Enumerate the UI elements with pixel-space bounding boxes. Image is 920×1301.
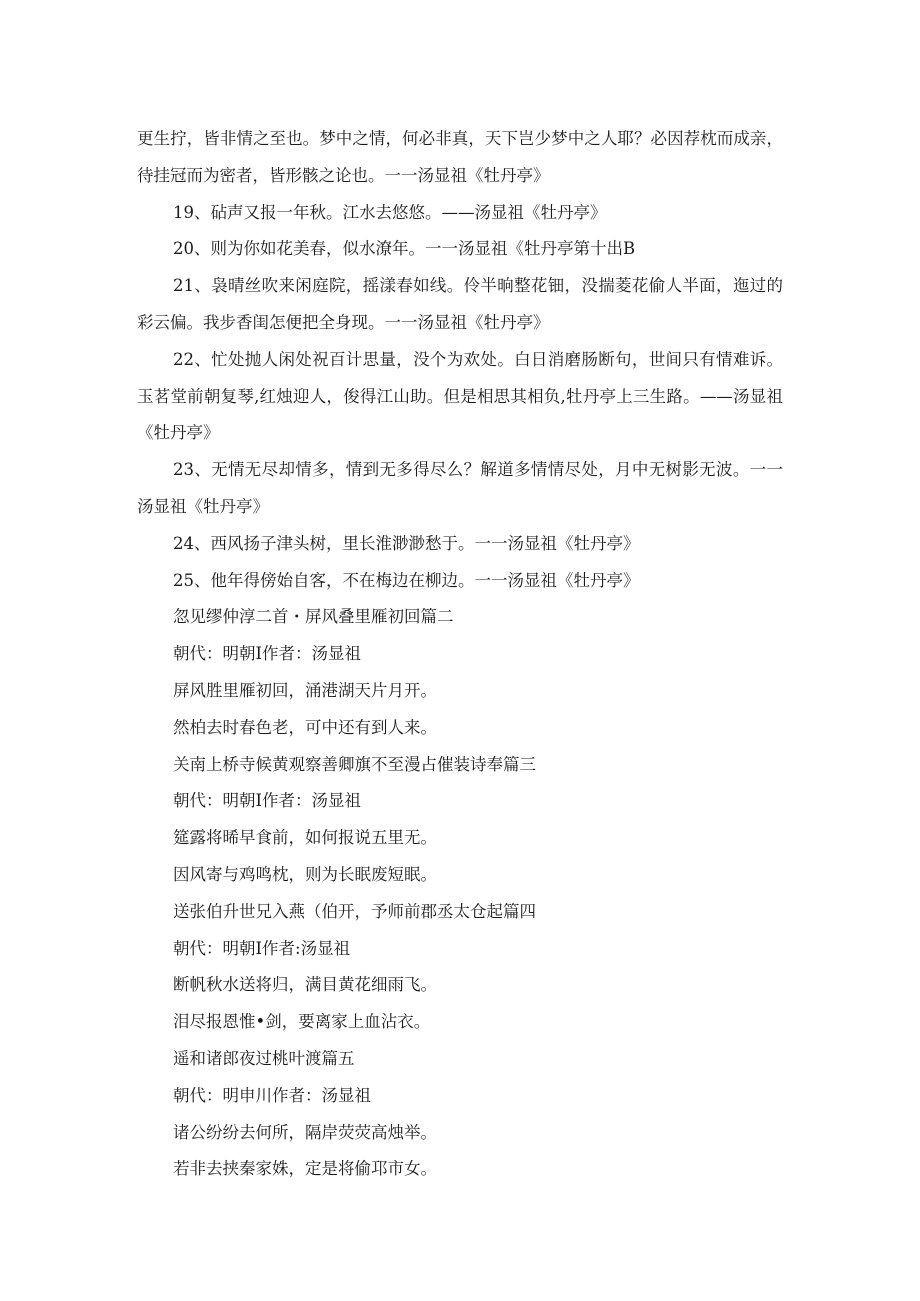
quote-25: 25、他年得傍始自客，不在梅边在柳边。一一汤显祖《牡丹亭》 bbox=[173, 570, 640, 590]
quote-20: 20、则为你如花美春，似水潦年。一一汤显祖《牡丹亭第十出B bbox=[173, 239, 636, 259]
poem-line: 筵露将晞早食前，如何报说五里无。 bbox=[173, 828, 437, 848]
poem-title-3: 关南上桥寺候黄观察善卿旗不至漫占催装诗奉篇三 bbox=[173, 754, 536, 774]
poem-line: 然柏去时春色老，可中还有到人来。 bbox=[173, 717, 437, 737]
quote-23: 23、无情无尽却情多，情到无多得尽么？解道多情情尽处，月中无树影无波。一一汤显祖《牡丹亭》 bbox=[137, 460, 783, 516]
document-body bbox=[137, 121, 783, 1188]
paragraph-intro: 更生拧，皆非情之至也。梦中之情，何必非真，天下岂少梦中之人耶？必因荐枕而成亲，待挂冠而为密者，皆形骸之论也。一一汤显祖《牡丹亭》 bbox=[137, 129, 783, 185]
quote-21: 21、袅晴丝吹来闲庭院，摇漾春如线。伶半晌整花钿，没揣菱花偷人半面，迤过的彩云偏。我步香闺怎便把全身现。一一汤显祖《牡丹亭》 bbox=[137, 276, 783, 332]
quote-24: 24、西风扬子津头树，里长淮渺渺愁于。一一汤显祖《牡丹亭》 bbox=[173, 533, 640, 553]
poem-line: 若非去挟秦家姝，定是将偷邛市女。 bbox=[173, 1159, 437, 1179]
poem-author-2: 朝代：明朝I作者：汤显祖 bbox=[173, 644, 362, 664]
poem-line: 诸公纷纷去何所，隔岸荧荧高烛举。 bbox=[173, 1122, 437, 1142]
quote-19: 19、砧声又报一年秋。江水去悠悠。——汤显祖《牡丹亭》 bbox=[173, 202, 607, 222]
poem-line: 因风寄与鸡鸣枕，则为长眠废短眠。 bbox=[173, 864, 437, 884]
poem-line: 泪尽报恩惟•剑，要离家上血沾衣。 bbox=[173, 1012, 431, 1032]
poem-title-2: 忽见缪仲淳二首・屏风叠里雁初回篇二 bbox=[173, 607, 454, 627]
poem-author-5: 朝代：明申川作者：汤显祖 bbox=[173, 1085, 371, 1105]
poem-line: 屏风胜里雁初回，涌港湖天片月开。 bbox=[173, 680, 437, 700]
poem-author-4: 朝代：明朝I作者:汤显祖 bbox=[173, 938, 351, 958]
poem-author-3: 朝代：明朝I作者：汤显祖 bbox=[173, 791, 362, 811]
quote-22: 22、忙处抛人闲处祝百计思量，没个为欢处。白日消磨肠断句，世间只有情难诉。玉茗堂前朝复琴,红烛迎人，俊得江山助。但是相思其相负,牡丹亭上三生路。——汤显祖《牡丹亭》 bbox=[137, 349, 783, 443]
poem-title-4: 送张伯升世兄入燕（伯开，予师前郡丞太仓起篇四 bbox=[173, 901, 536, 921]
poem-line: 断帆秋水送将归，满目黄花细雨飞。 bbox=[173, 975, 437, 995]
poem-title-5: 遥和诸郎夜过桃叶渡篇五 bbox=[173, 1048, 355, 1068]
